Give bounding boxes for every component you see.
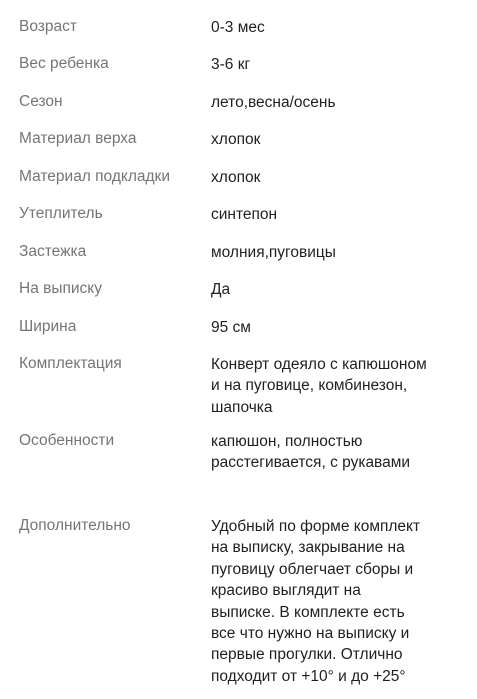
spec-value: капюшон, полностью расстегивается, с рукавами — [211, 433, 411, 472]
spec-value: 0-3 мес — [211, 19, 265, 36]
spec-label: Материал верха — [19, 130, 137, 147]
spec-value: синтепон — [211, 206, 278, 223]
spec-label: Комплектация — [19, 355, 122, 372]
spec-label: Сезон — [19, 93, 63, 110]
spec-label: Утеплитель — [19, 205, 103, 222]
spec-value: 95 см — [211, 319, 251, 336]
spec-label: Вес ребенка — [19, 55, 109, 72]
spec-value: хлопок — [211, 169, 261, 186]
spec-value: хлопок — [211, 131, 261, 148]
spec-value: молния,пуговицы — [211, 244, 336, 261]
spec-label: Ширина — [19, 318, 77, 335]
spec-label: На выписку — [19, 280, 103, 297]
spec-label: Возраст — [19, 18, 77, 35]
spec-value: 3-6 кг — [211, 56, 251, 73]
spec-label: Особенности — [19, 432, 115, 449]
spec-value: Удобный по форме комплект на выписку, закрывание на пуговицу облегчает сборы и красиво выглядит на выписке. В комплекте есть все что нужно на выписку и первые прогулки. Отлично подходит от +10° и до +25° — [211, 518, 421, 685]
spec-label: Материал подкладки — [19, 168, 170, 185]
spec-value: лето,весна/осень — [211, 94, 336, 111]
spec-value: Да — [211, 281, 231, 298]
spec-label: Дополнительно — [19, 517, 131, 534]
spec-label: Застежка — [19, 243, 87, 260]
spec-value: Конверт одеяло с капюшоном и на пуговице, комбинезон, шапочка — [211, 356, 427, 416]
